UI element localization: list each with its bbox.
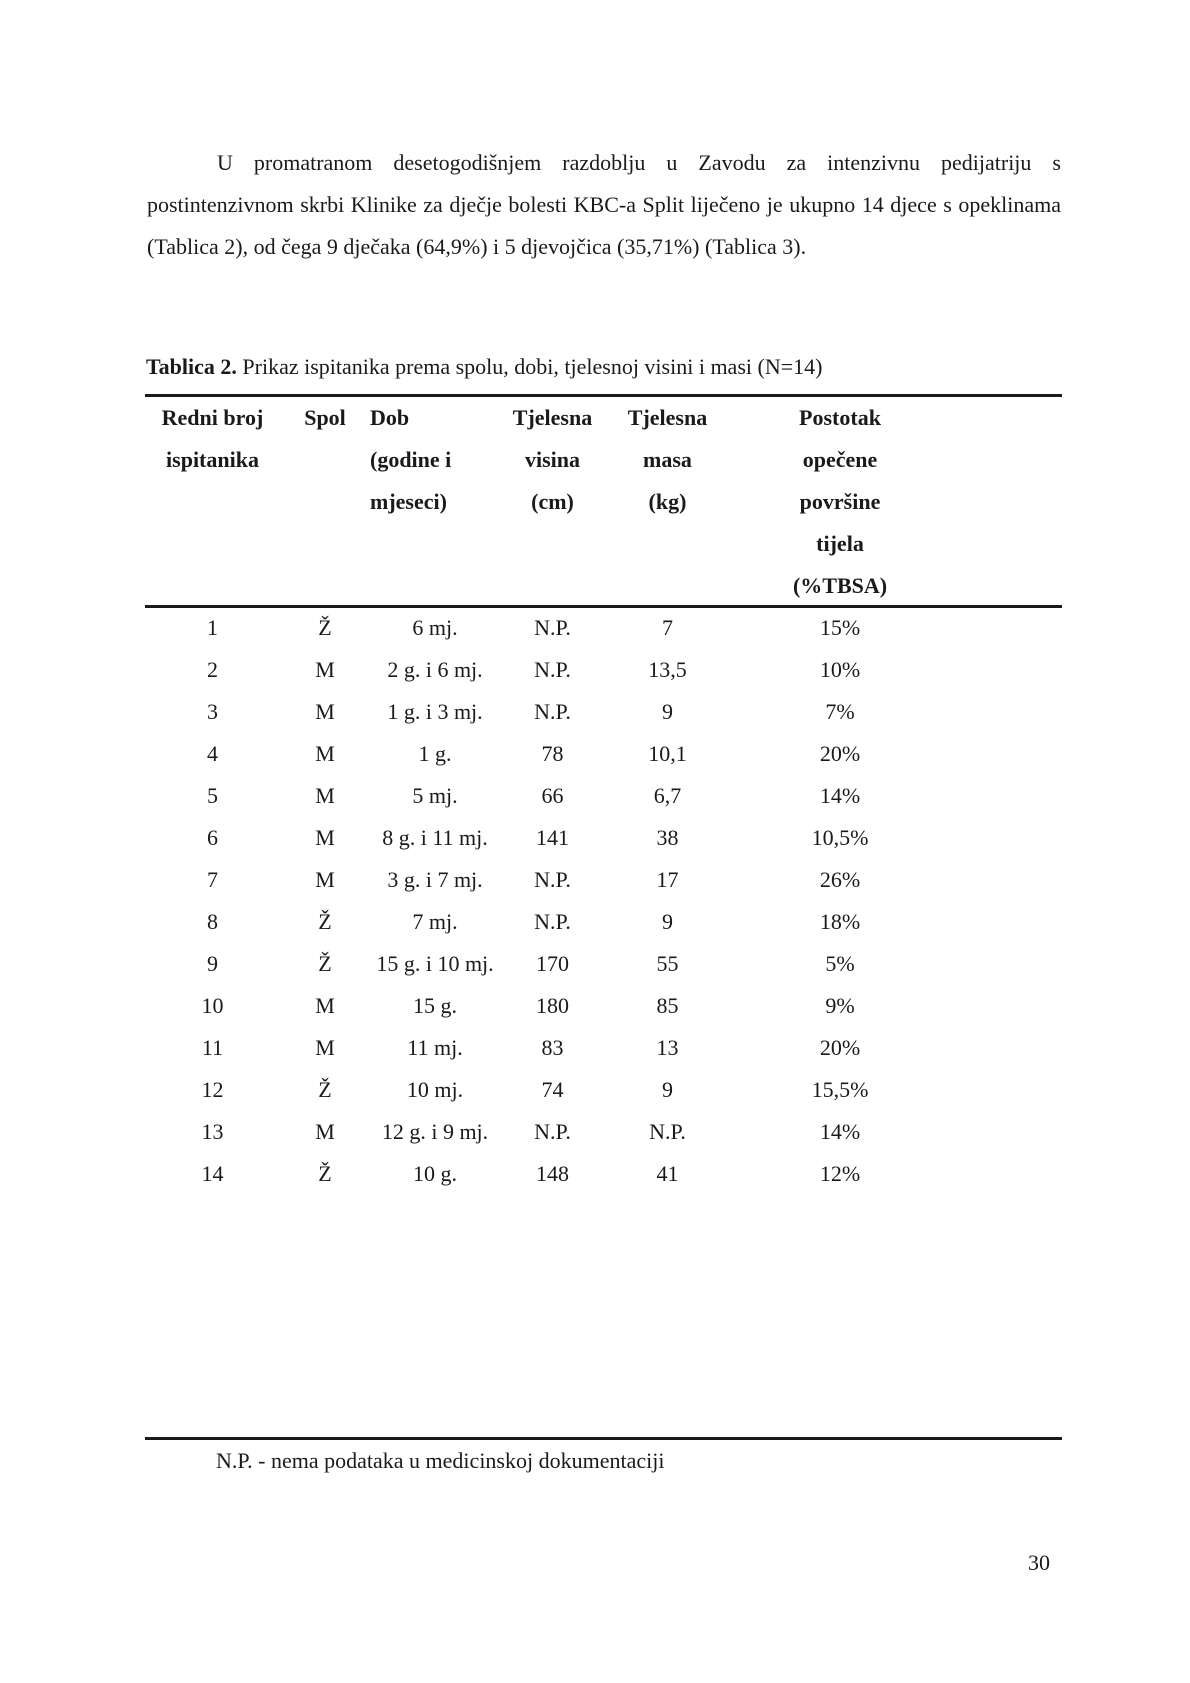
header-subject-line: ispitanika (166, 447, 259, 472)
table-row (145, 649, 1062, 691)
cell-sex: M (315, 657, 335, 682)
cell-no: 8 (207, 909, 218, 934)
cell-age: 10 mj. (406, 1077, 464, 1102)
cell-age: 11 mj. (407, 1035, 463, 1060)
cell-no: 7 (207, 867, 218, 892)
cell-no: 1 (207, 615, 218, 640)
cell-tbsa: 12% (819, 1161, 861, 1186)
cell-weight: 85 (656, 993, 679, 1018)
header-age (370, 397, 500, 607)
header-weight (605, 397, 730, 607)
cell-sex: M (315, 1119, 335, 1144)
cell-empty (950, 1069, 1062, 1111)
cell-no: 13 (201, 1119, 224, 1144)
header-weight-line: Tjelesna (627, 405, 708, 430)
cell-height: 141 (536, 825, 569, 850)
cell-sex: Ž (318, 1161, 332, 1186)
cell-sex: M (315, 825, 335, 850)
cell-age: 8 g. i 11 mj. (382, 825, 488, 850)
header-age-line: mjeseci) (370, 489, 447, 514)
table-row (145, 817, 1062, 859)
cell-tbsa: 15% (819, 615, 861, 640)
table-footnote: N.P. - nema podataka u medicinskoj dokumentaciji (216, 1448, 665, 1473)
cell-height: N.P. (534, 867, 571, 892)
cell-weight: 17 (656, 867, 679, 892)
cell-tbsa: 10% (819, 657, 861, 682)
table-row (145, 607, 1062, 649)
table-row (145, 859, 1062, 901)
cell-height: 78 (541, 741, 564, 766)
table-header-row (145, 397, 1062, 607)
cell-weight: 13,5 (648, 657, 687, 682)
cell-height: 66 (541, 783, 564, 808)
cell-weight: N.P. (649, 1119, 686, 1144)
cell-tbsa: 14% (819, 783, 861, 808)
cell-sex: M (315, 993, 335, 1018)
header-age-line: (godine i (370, 447, 452, 472)
cell-no: 9 (207, 951, 218, 976)
cell-weight: 55 (656, 951, 679, 976)
header-height-line: Tjelesna (512, 405, 593, 430)
cell-height: N.P. (534, 1119, 571, 1144)
cell-age: 6 mj. (412, 615, 458, 640)
cell-tbsa: 26% (819, 867, 861, 892)
cell-weight: 9 (662, 1077, 673, 1102)
cell-sex: M (315, 741, 335, 766)
header-subject (145, 397, 280, 607)
cell-sex: M (315, 1035, 335, 1060)
cell-tbsa: 10,5% (811, 825, 869, 850)
cell-sex: M (315, 867, 335, 892)
header-tbsa-line: opečene (802, 447, 878, 472)
cell-empty (950, 817, 1062, 859)
cell-weight: 41 (656, 1161, 679, 1186)
header-tbsa-line: tijela (816, 531, 864, 556)
cell-tbsa: 20% (819, 741, 861, 766)
cell-empty (950, 1027, 1062, 1069)
cell-empty (950, 607, 1062, 649)
table-row (145, 985, 1062, 1027)
cell-age: 12 g. i 9 mj. (381, 1119, 489, 1144)
header-sex-line: Spol (304, 405, 346, 430)
cell-sex: Ž (318, 909, 332, 934)
cell-empty (950, 1111, 1062, 1153)
cell-empty (950, 943, 1062, 985)
cell-height: 148 (536, 1161, 569, 1186)
cell-age: 2 g. i 6 mj. (387, 657, 483, 682)
cell-empty (950, 733, 1062, 775)
cell-age: 1 g. (418, 741, 452, 766)
cell-age: 3 g. i 7 mj. (387, 867, 483, 892)
cell-empty (950, 985, 1062, 1027)
cell-empty (950, 1153, 1062, 1195)
cell-sex: M (315, 783, 335, 808)
cell-weight: 10,1 (648, 741, 687, 766)
header-tbsa-line: Postotak (799, 405, 881, 430)
intro-paragraph: U promatranom desetogodišnjem razdoblju u Zavodu za intenzivnu pedijatriju s postintenzivnom skrbi Klinike za dječje bolesti KBC-a Split liječeno je ukupno 14 djece s opeklinama (Tablica 2), od čega 9 dječaka (64,9%) i 5 djevojčica (35,71%) (Tablica 3). (147, 150, 1061, 259)
header-empty (950, 397, 1062, 607)
cell-sex: Ž (318, 951, 332, 976)
cell-height: N.P. (534, 909, 571, 934)
table-row (145, 943, 1062, 985)
cell-sex: Ž (318, 1077, 332, 1102)
cell-age: 5 mj. (412, 783, 458, 808)
cell-age: 10 g. (413, 1161, 457, 1186)
table-caption-text: Prikaz ispitanika prema spolu, dobi, tjelesnoj visini i masi (N=14) (236, 354, 823, 379)
cell-tbsa: 14% (819, 1119, 861, 1144)
cell-height: 180 (536, 993, 569, 1018)
header-subject-line: Redni broj (161, 405, 264, 430)
cell-height: 83 (541, 1035, 564, 1060)
table-row (145, 1111, 1062, 1153)
table-caption-label: Tablica 2. (146, 354, 237, 379)
cell-weight: 7 (662, 615, 673, 640)
cell-height: 170 (536, 951, 569, 976)
table-row (145, 775, 1062, 817)
cell-no: 14 (201, 1161, 224, 1186)
table-row (145, 733, 1062, 775)
table-row (145, 1069, 1062, 1111)
cell-empty (950, 859, 1062, 901)
cell-no: 5 (207, 783, 218, 808)
header-sex (280, 397, 370, 607)
table-caption (146, 352, 822, 382)
cell-weight: 6,7 (653, 783, 682, 808)
cell-height: 74 (541, 1077, 564, 1102)
cell-weight: 38 (656, 825, 679, 850)
header-height-line: (cm) (531, 489, 574, 514)
page-number: 30 (1028, 1550, 1050, 1575)
cell-height: N.P. (534, 615, 571, 640)
header-height (500, 397, 605, 607)
header-weight-line: masa (643, 447, 692, 472)
cell-weight: 9 (662, 909, 673, 934)
cell-no: 3 (207, 699, 218, 724)
cell-sex: M (315, 699, 335, 724)
cell-no: 12 (201, 1077, 224, 1102)
table-row (145, 901, 1062, 943)
header-tbsa-line: (%TBSA) (792, 573, 888, 598)
cell-empty (950, 775, 1062, 817)
table-row (145, 1027, 1062, 1069)
cell-tbsa: 9% (825, 993, 855, 1018)
cell-tbsa: 7% (825, 699, 855, 724)
cell-height: N.P. (534, 657, 571, 682)
cell-weight: 9 (662, 699, 673, 724)
patients-table (145, 397, 1062, 1195)
cell-empty (950, 901, 1062, 943)
cell-no: 11 (201, 1035, 224, 1060)
cell-age: 15 g. (413, 993, 457, 1018)
cell-no: 6 (207, 825, 218, 850)
cell-age: 15 g. i 10 mj. (376, 951, 494, 976)
header-height-line: visina (524, 447, 581, 472)
table-row (145, 691, 1062, 733)
cell-sex: Ž (318, 615, 332, 640)
header-tbsa-line: površine (799, 489, 881, 514)
header-tbsa (730, 397, 950, 607)
cell-empty (950, 691, 1062, 733)
cell-height: N.P. (534, 699, 571, 724)
cell-no: 2 (207, 657, 218, 682)
table-row (145, 1153, 1062, 1195)
header-weight-line: (kg) (648, 489, 687, 514)
cell-tbsa: 5% (825, 951, 855, 976)
cell-weight: 13 (656, 1035, 679, 1060)
cell-age: 1 g. i 3 mj. (387, 699, 483, 724)
header-age-line: Dob (370, 405, 410, 430)
cell-empty (950, 649, 1062, 691)
cell-tbsa: 18% (819, 909, 861, 934)
cell-tbsa: 15,5% (811, 1077, 869, 1102)
cell-tbsa: 20% (819, 1035, 861, 1060)
cell-age: 7 mj. (412, 909, 458, 934)
table-bottom-rule (145, 1437, 1062, 1440)
cell-no: 4 (207, 741, 218, 766)
cell-no: 10 (201, 993, 224, 1018)
